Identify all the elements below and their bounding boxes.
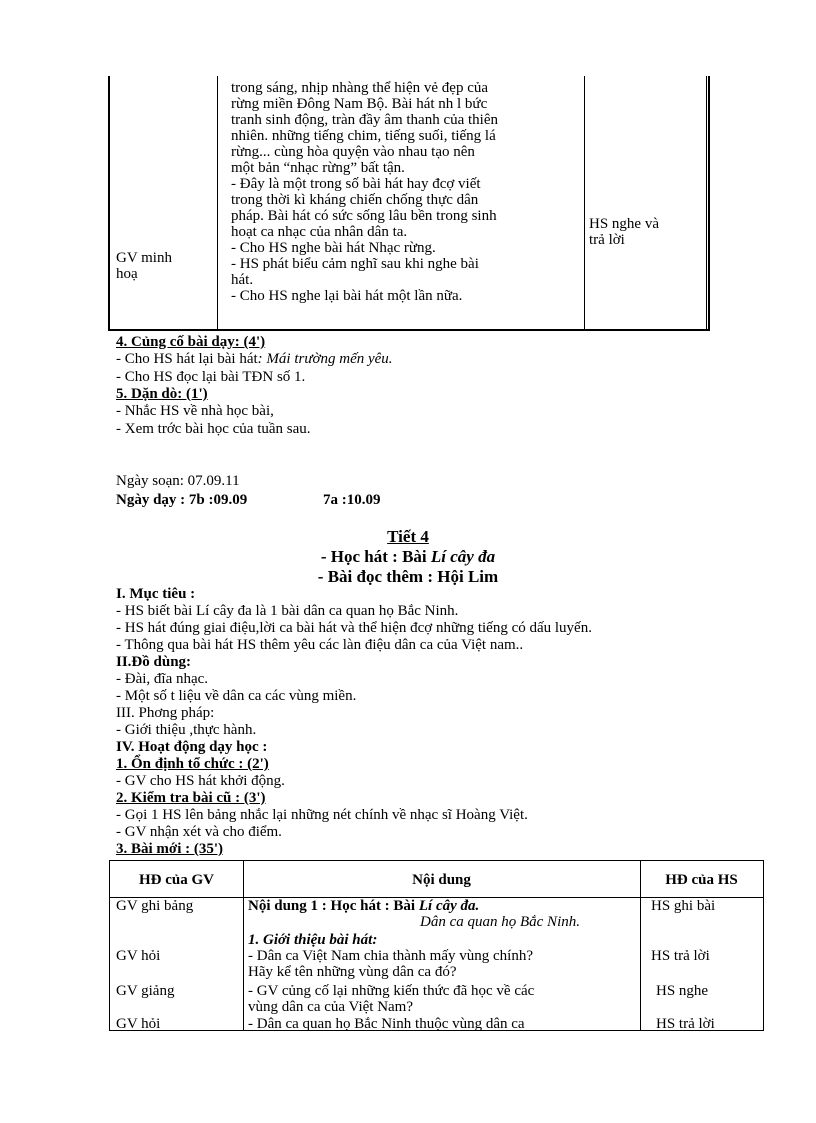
section-1-heading: 1. Ổn định tổ chức : (2') bbox=[116, 756, 269, 772]
content-line: - Cho HS nghe lại bài hát một lần nữa. bbox=[231, 288, 463, 304]
content-song-name: Lí cây đa. bbox=[418, 898, 480, 914]
activities-heading: IV. Hoạt động dạy học : bbox=[116, 739, 268, 755]
lesson-song-name: Lí cây đa bbox=[430, 547, 496, 566]
content-title bbox=[248, 898, 479, 914]
objective-line: - HS hát đúng giai điệu,lời ca bài hát và thể hiện đcợ những tiếng có dấu luyến. bbox=[116, 620, 592, 636]
hs-cell: HS ghi bài bbox=[651, 898, 716, 914]
top-gv-line: hoạ bbox=[116, 266, 138, 282]
tools-line: - Đài, đĩa nhạc. bbox=[116, 671, 209, 687]
content-line: hát. bbox=[231, 272, 254, 288]
prep-date: Ngày soạn: 07.09.11 bbox=[116, 473, 240, 489]
hs-cell: HS trả lời bbox=[651, 948, 710, 964]
top-gv-line: GV minh bbox=[116, 250, 172, 266]
top-table-hs-cell bbox=[589, 216, 659, 248]
header-hs: HĐ của HS bbox=[665, 872, 738, 888]
teach-date-7a: 7a :10.09 bbox=[323, 492, 381, 508]
content-title-text: Nội dung 1 : Học hát : Bài bbox=[248, 898, 419, 914]
content-line: hoạt ca nhạc của nhân dân ta. bbox=[231, 224, 408, 240]
method-heading: III. Phơng pháp: bbox=[116, 705, 215, 721]
method-line: - Giới thiệu ,thực hành. bbox=[116, 722, 257, 738]
content-section-heading: 1. Giới thiệu bài hát: bbox=[248, 932, 378, 948]
top-hs-line: trả lời bbox=[589, 232, 625, 248]
top-table-gv-cell bbox=[116, 250, 172, 282]
tools-heading: II.Đồ dùng: bbox=[116, 654, 192, 670]
consolidation-line: - Cho HS đọc lại bài TĐN số 1. bbox=[116, 369, 306, 385]
lesson-title-1 bbox=[0, 547, 816, 567]
section-2-heading: 2. Kiểm tra bài cũ : (3') bbox=[116, 790, 266, 806]
content-subtitle: Dân ca quan họ Bắc Ninh. bbox=[420, 914, 580, 930]
content-line: - HS phát biểu cảm nghĩ sau khi nghe bài bbox=[231, 256, 479, 272]
header-content: Nội dung bbox=[412, 872, 471, 888]
lesson-title-1-text: - Học hát : Bài bbox=[320, 547, 431, 566]
gv-cell: GV ghi bảng bbox=[116, 898, 194, 914]
homework-line: - Nhắc HS về nhà học bài, bbox=[116, 403, 274, 419]
content-line: rừng miền Đông Nam Bộ. Bài hát nh l bức bbox=[231, 96, 488, 112]
tools-line: - Một số t liệu về dân ca các vùng miền. bbox=[116, 688, 357, 704]
content-line: - Dân ca Việt Nam chia thành mấy vùng chính? bbox=[248, 948, 533, 964]
song-name: : Mái trường mến yêu. bbox=[257, 351, 393, 367]
gv-cell: GV hỏi bbox=[116, 1016, 161, 1032]
hs-cell: HS trả lời bbox=[656, 1016, 715, 1032]
content-line: pháp. Bài hát có sức sống lâu bền trong sinh bbox=[231, 208, 497, 224]
content-line: - GV củng cố lại những kiến thức đã học về các bbox=[248, 983, 535, 999]
content-line: tranh sinh động, tràn đầy âm thanh của thiên bbox=[231, 112, 499, 128]
teach-date: Ngày dạy : 7b :09.09 bbox=[116, 492, 248, 508]
homework-line: - Xem trớc bài học của tuần sau. bbox=[116, 421, 311, 437]
content-line: trong thời kì kháng chiến chống thực dân bbox=[231, 192, 479, 208]
content-line: trong sáng, nhịp nhàng thể hiện vẻ đẹp của bbox=[231, 80, 489, 96]
gv-cell: GV giảng bbox=[116, 983, 175, 999]
content-line: Hãy kể tên những vùng dân ca đó? bbox=[248, 964, 457, 980]
content-line: một bản “nhạc rừng” bất tận. bbox=[231, 160, 405, 176]
consolidation-line-text: - Cho HS hát lại bài hát bbox=[116, 351, 258, 367]
lesson-title-2: - Bài đọc thêm : Hội Lim bbox=[317, 567, 499, 586]
section-2-line: - GV nhận xét và cho điểm. bbox=[116, 824, 282, 840]
content-line: vùng dân ca của Việt Nam? bbox=[248, 999, 414, 1015]
homework-heading: 5. Dặn dò: (1') bbox=[116, 386, 208, 402]
section-1-line: - GV cho HS hát khởi động. bbox=[116, 773, 285, 789]
top-table-content-cell bbox=[231, 80, 577, 304]
section-3-heading: 3. Bài mới : (35') bbox=[116, 841, 224, 857]
consolidation-heading: 4. Củng cố bài dạy: (4') bbox=[116, 334, 266, 350]
gv-cell: GV hỏi bbox=[116, 948, 161, 964]
top-hs-line: HS nghe và bbox=[589, 216, 659, 232]
content-line: - Đây là một trong số bài hát hay đcợ viết bbox=[231, 176, 481, 192]
objective-line: - HS biết bài Lí cây đa là 1 bài dân ca quan họ Bắc Ninh. bbox=[116, 603, 459, 619]
objective-line: - Thông qua bài hát HS thêm yêu các làn điệu dân ca của Việt nam.. bbox=[116, 637, 524, 653]
header-gv: HĐ của GV bbox=[139, 872, 214, 888]
content-line: rừng... cùng hòa quyện vào nhau tạo nên bbox=[231, 144, 475, 160]
lesson-number: Tiết 4 bbox=[387, 527, 429, 546]
objectives-heading: I. Mục tiêu : bbox=[116, 586, 196, 602]
section-2-line: - Gọi 1 HS lên bảng nhắc lại những nét chính về nhạc sĩ Hoàng Việt. bbox=[116, 807, 528, 823]
hs-cell: HS nghe bbox=[656, 983, 709, 999]
content-line: nhiên. những tiếng chim, tiếng suối, tiếng lá bbox=[231, 128, 496, 144]
content-line: - Dân ca quan họ Bắc Ninh thuộc vùng dân ca bbox=[248, 1016, 525, 1032]
consolidation-line bbox=[116, 351, 393, 367]
content-line: - Cho HS nghe bài hát Nhạc rừng. bbox=[231, 240, 436, 256]
